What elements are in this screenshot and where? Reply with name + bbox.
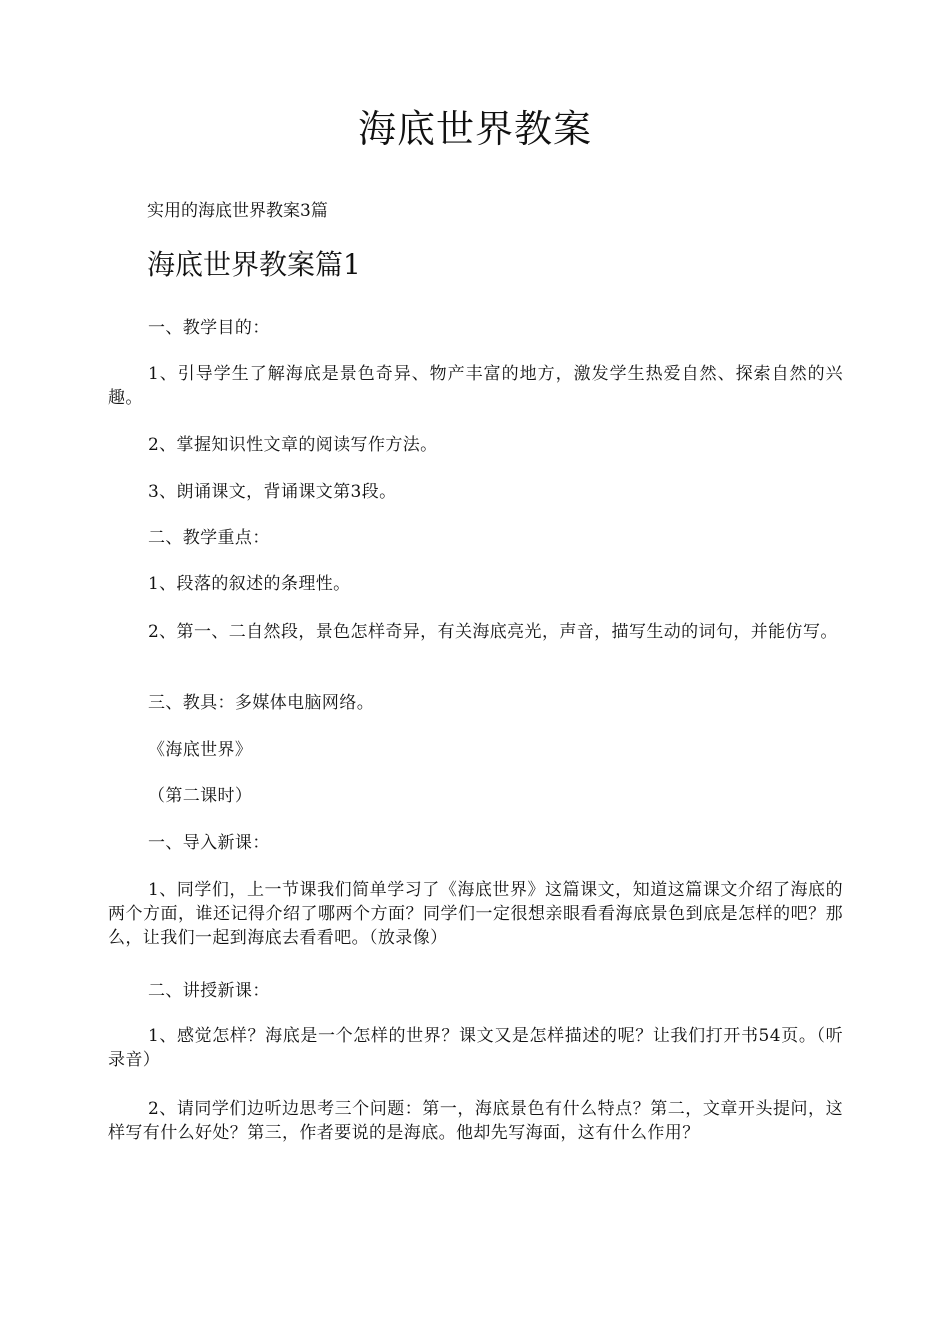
paragraph-lesson-period: （第二课时） [147, 786, 253, 806]
paragraph-new-lesson-heading: 二、讲授新课： [147, 981, 270, 1001]
paragraph-keypoints-heading: 二、教学重点： [147, 528, 270, 548]
paragraph-teaching-aids: 三、教具：多媒体电脑网络。 [147, 693, 375, 713]
paragraph-new-lesson-1: 1、感觉怎样？海底是一个怎样的世界？课文又是怎样描述的呢？让我们打开书54页。（听录音） [108, 1026, 843, 1070]
paragraph-keypoint-2: 2、第一、二自然段，景色怎样奇异，有关海底亮光，声音，描写生动的词句，并能仿写。 [147, 622, 838, 642]
section-heading: 海底世界教案篇1 [147, 248, 361, 281]
paragraph-introduction-heading: 一、导入新课： [147, 833, 270, 853]
paragraph-objective-2: 2、掌握知识性文章的阅读写作方法。 [147, 435, 438, 455]
paragraph-keypoint-1: 1、段落的叙述的条理性。 [147, 574, 351, 594]
paragraph-objective-3: 3、朗诵课文，背诵课文第3段。 [147, 482, 397, 502]
paragraph-objectives-heading: 一、教学目的： [147, 318, 270, 338]
paragraph-lesson-title: 《海底世界》 [147, 740, 253, 760]
paragraph-objective-1: 1、引导学生了解海底是景色奇异、物产丰富的地方，激发学生热爱自然、探索自然的兴趣。 [108, 364, 843, 408]
paragraph-new-lesson-2: 2、请同学们边听边思考三个问题：第一，海底景色有什么特点？第二，文章开头提问，这样写有什么好处？第三，作者要说的是海底。他却先写海面，这有什么作用？ [108, 1099, 843, 1143]
document-subtitle: 实用的海底世界教案3篇 [147, 201, 328, 221]
document-title: 海底世界教案 [357, 107, 592, 151]
paragraph-introduction-1: 1、同学们，上一节课我们简单学习了《海底世界》这篇课文，知道这篇课文介绍了海底的两个方面，谁还记得介绍了哪两个方面？同学们一定很想亲眼看看海底景色到底是怎样的吧？那么，让我们一起到海底去看看吧。（放录像） [108, 880, 843, 948]
